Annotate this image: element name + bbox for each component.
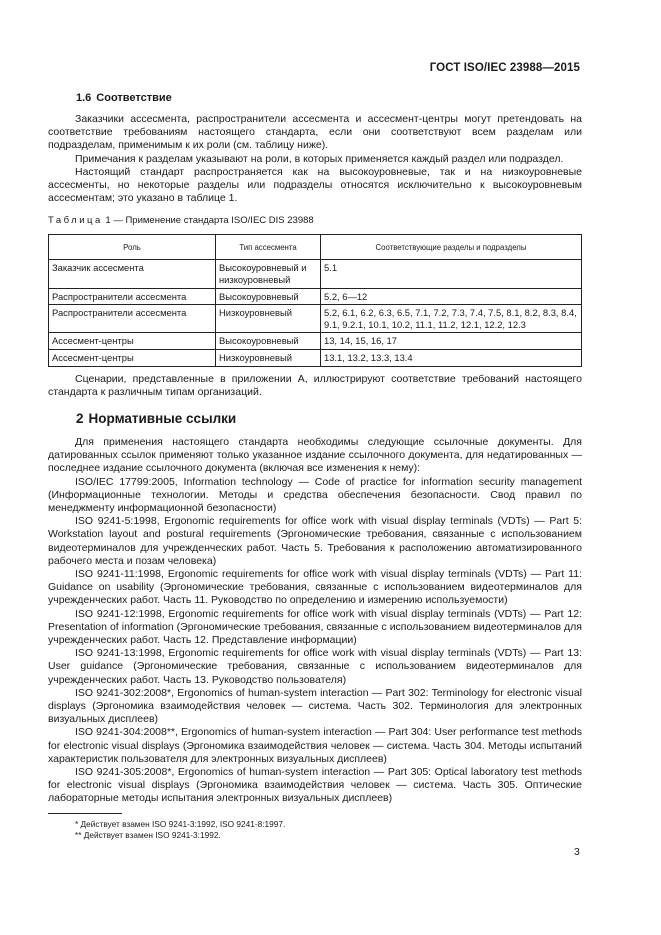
paragraph: Настоящий стандарт распространяется как на высокоуровневые, так и на низкоуровневые ассесменты, но некоторые разделы или подразделы относятся исключительно к высокоуровневым ассесментам; это указано в таблице 1. (48, 165, 582, 205)
section-heading (76, 92, 582, 104)
cell-type: Низкоуровневый (216, 349, 321, 366)
reference-entry: ISO 9241-5:1998, Ergonomic requirements for office work with visual display terminals (VDTs) — Part 5: Workstation layout and postural requirements (Эргономические требования, связанные с использованием видеотерминалов для учрежденческих работ. Часть 5. Требования к расположению автоматизированного рабочего места и позам человека) (48, 515, 582, 567)
reference-entry: ISO 9241-302:2008*, Ergonomics of human-system interaction — Part 302: Terminology for electronic visual displays (Эргономика взаимодействия человек — система. Часть 302. Терминология для электронных визуальных дисплеев) (48, 686, 582, 726)
cell-role: Распространители ассесмента (49, 288, 216, 305)
reference-entry: ISO 9241-305:2008*, Ergonomics of human-system interaction — Part 305: Optical laboratory test methods for electronic visual displays (Эргономика взаимодействия человек — система. Часть 305. Оптические лабораторные методы испытания электронных визуальных дисплеев) (48, 766, 582, 805)
spacer (48, 399, 582, 411)
header-sections: Соответствующие разделы и подразделы (321, 235, 582, 260)
table-caption-text: — Применение стандарта ISO/IEC DIS 23988 (110, 215, 314, 227)
cell-type: Высокоуровневый и низкоуровневый (216, 260, 321, 288)
cell-sections: 5.2, 6.1, 6.2, 6.3, 6.5, 7.1, 7.2, 7.3, 7.4, 7.5, 8.1, 8.2, 8.3, 8.4, 9.1, 9.2.1, 10.1, 10.2, 11.1, 11.2, 12.1, 12.2, 12.3 (321, 305, 582, 333)
table-row (49, 288, 582, 305)
cell-role: Распространители ассесмента (49, 305, 216, 333)
section-heading (76, 411, 582, 426)
conformance-table (48, 234, 582, 366)
paragraph: Для применения настоящего стандарта необходимы следующие ссылочные документы. Для датированных ссылок применяют только указанное издание ссылочного документа, для недатированных — последнее издание ссылочного документа (включая все изменения к нему): (48, 435, 582, 475)
section-number: 1.6 (76, 92, 92, 104)
section-title: Соответствие (96, 92, 172, 104)
table-row (49, 260, 582, 288)
document-header: ГОСТ ISO/IEC 23988—2015 (429, 62, 580, 74)
cell-sections: 13.1, 13.2, 13.3, 13.4 (321, 349, 582, 366)
footnote-divider (48, 813, 122, 814)
section-number: 2 (76, 410, 84, 426)
table-caption-label: Таблица (48, 215, 103, 227)
page-content (48, 90, 582, 841)
cell-type: Низкоуровневый (216, 305, 321, 333)
table-caption (48, 215, 582, 226)
header-type: Тип ассесмента (216, 235, 321, 260)
table-row (49, 349, 582, 366)
table-caption-number: 1 (105, 215, 111, 227)
cell-role: Заказчик ассесмента (49, 260, 216, 288)
cell-sections: 13, 14, 15, 16, 17 (321, 333, 582, 350)
cell-type: Высокоуровневый (216, 288, 321, 305)
paragraph: Сценарии, представленные в приложении А, иллюстрируют соответствие требований настоящего стандарта к различным типам организаций. (48, 372, 582, 398)
paragraph: Примечания к разделам указывают на роли, в которых применяется каждый раздел или подраздел. (75, 152, 564, 165)
cell-sections: 5.1 (321, 260, 582, 288)
page-number: 3 (574, 846, 580, 858)
reference-entry: ISO 9241-12:1998, Ergonomic requirements for office work with visual display terminals (VDTs) — Part 12: Presentation of information (Эргономические требования, связанные с использованием видеотерминалов для учрежденческих работ. Часть 12. Представление информации) (48, 607, 582, 647)
table-header-row (49, 235, 582, 260)
paragraph: Заказчики ассесмента, распространители ассесмента и ассесмент-центры могут претендовать на соответствие требованиям настоящего стандарта, если они соответствуют всем разделам или подразделам, применимым к их роли (см. таблицу ниже). (48, 113, 582, 152)
section-title: Нормативные ссылки (88, 410, 237, 426)
header-role: Роль (49, 235, 216, 260)
table-row (49, 305, 582, 333)
cell-type: Высокоуровневый (216, 333, 321, 350)
footnote: * Действует взамен ISO 9241-3:1992, ISO 9241-8:1997. (75, 818, 286, 829)
cell-role: Ассесмент-центры (49, 333, 216, 350)
reference-entry: ISO 9241-11:1998, Ergonomic requirements for office work with visual display terminals (VDTs) — Part 11: Guidance on usability (Эргономические требования, связанные с использованием видеотерминалов для учрежденческих работ. Часть 11. Руководство по определению и измерению используемости) (48, 568, 582, 607)
table-row (49, 333, 582, 350)
reference-entry: ISO/IEC 17799:2005, Information technology — Code of practice for information security management (Информационные технологии. Методы и средства обеспечения безопасности. Свод правил по менеджменту информационной безопасности) (48, 475, 582, 514)
footnote: ** Действует взамен ISO 9241-3:1992. (75, 829, 221, 840)
cell-role: Ассесмент-центры (49, 349, 216, 366)
cell-sections: 5.2, 6—12 (321, 288, 582, 305)
reference-entry: ISO 9241-13:1998, Ergonomic requirements for office work with visual display terminals (VDTs) — Part 13: User guidance (Эргономические требования, связанные с использованием видеотерминалов для учрежденческих работ. Часть 13. Руководство пользователя) (48, 647, 582, 686)
reference-entry: ISO 9241-304:2008**, Ergonomics of human-system interaction — Part 304: User performance test methods for electronic visual displays (Эргономика взаимодействия человек — система. Часть 304. Методы испытаний характеристик пользователя для электронных визуальных дисплеев) (48, 726, 582, 765)
